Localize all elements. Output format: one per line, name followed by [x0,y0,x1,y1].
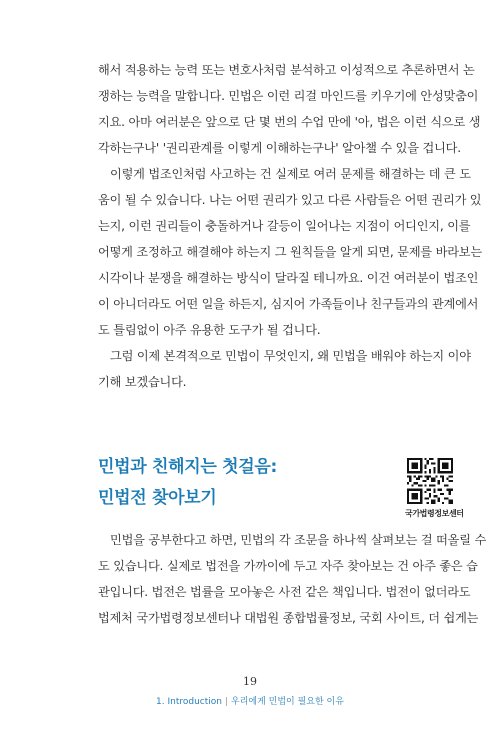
text-line: 그럼 이제 본격적으로 민법이 무엇인지, 왜 민법을 배워야 하는지 이야 [110,349,471,363]
text-line: 각하는구나' '권리관계를 이렇게 이해하는구나' 알아챌 수 있을 겁니다. [98,141,461,155]
footer-separator: | [224,697,229,707]
text-line: 쟁하는 능력을 말합니다. 민법은 이런 리걸 마인드를 키우기에 안성맞춤이 [98,89,479,103]
qr-code-label: 국가법령정보센터 [405,509,464,518]
page-number: 19 [243,675,257,688]
text-line: 이 아니더라도 어떤 일을 하든지, 심지어 가족들이나 친구들과의 관계에서 [98,297,479,311]
footer-chapter: 1. Introduction [156,697,222,707]
text-line: 도 있습니다. 실제로 법전을 가까이에 두고 자주 찾아보는 건 아주 좋은 습 [98,559,478,573]
paragraph-1 [98,57,481,161]
text-line: 움이 될 수 있습니다. 나는 어떤 권리가 있고 다른 사람들은 어떤 권리가 있 [98,193,482,207]
paragraph-3 [98,343,471,395]
text-line: 어떻게 조정하고 해결해야 하는지 그 원칙들을 알게 되면, 문제를 바라보는 [98,245,482,259]
text-line: 시각이나 분쟁을 해결하는 방식이 달라질 테니까요. 이건 여러분이 법조인 [98,271,479,285]
text-line: 는지, 이런 권리들이 충돌하거나 갈등이 일어나는 지점이 어디인지, 이를 [98,219,471,233]
text-line: 지요. 아마 여러분은 앞으로 단 몇 번의 수업 만에 '아, 법은 이런 식으로 생 [98,115,481,129]
text-line: 기해 보겠습니다. [98,375,187,389]
paragraph-2 [98,161,482,343]
text-line: 관입니다. 법전은 법률을 모아놓은 사전 같은 책입니다. 법전이 없더라도 [98,585,471,599]
section-heading-line-1: 민법과 친해지는 첫걸음: [98,457,277,477]
running-footer [0,694,500,707]
section-heading [98,452,338,514]
qr-code-block[interactable] [405,458,464,519]
paragraph-4 [98,527,487,631]
qr-code-icon[interactable] [407,458,453,504]
footer-chapter-title: 우리에게 민법이 필요한 이유 [231,697,344,707]
text-line: 민법을 공부한다고 하면, 민법의 각 조문을 하나씩 살펴보는 걸 떠올릴 수 [110,533,487,547]
text-line: 이렇게 법조인처럼 사고하는 건 실제로 여러 문제를 해결하는 데 큰 도 [110,167,471,181]
text-line: 법제처 국가법령정보센터나 대법원 종합법률정보, 국회 사이트, 더 쉽게는 [98,611,479,625]
text-line: 해서 적용하는 능력 또는 변호사처럼 분석하고 이성적으로 추론하면서 논 [98,63,475,77]
text-line: 도 틀림없이 아주 유용한 도구가 될 겁니다. [98,323,321,337]
section-heading-line-2: 민법전 찾아보기 [98,488,217,508]
